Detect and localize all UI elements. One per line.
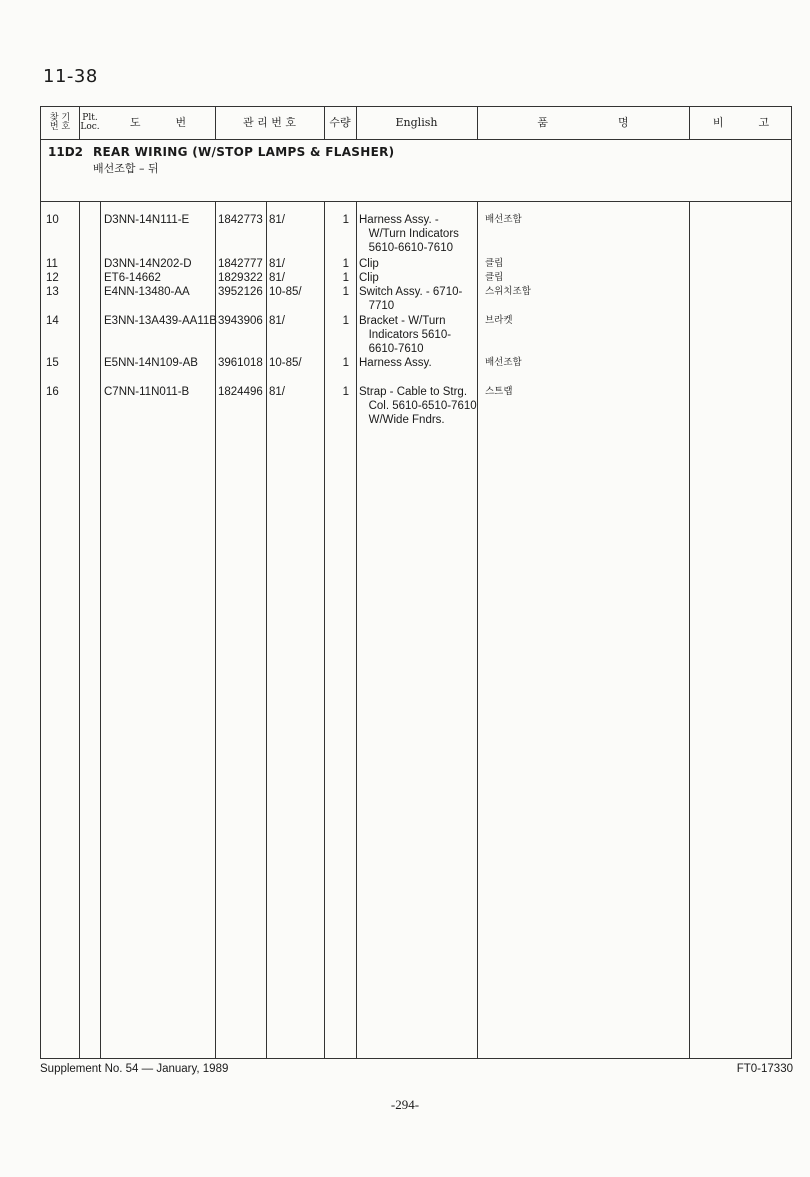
korean-name: 스위치조합: [485, 286, 531, 297]
management-number: 1829322: [218, 272, 263, 284]
header-english: English: [395, 116, 438, 130]
section-rule: [41, 201, 791, 202]
col-divider: [100, 201, 101, 1058]
header-part-no: 도 번: [129, 116, 187, 130]
quantity: 1: [342, 315, 349, 327]
english-description: Switch Assy. - 6710- 7710: [359, 286, 463, 312]
quantity: 1: [342, 286, 349, 298]
korean-name: 브라켓: [485, 315, 513, 326]
ref-number: 15: [46, 357, 59, 369]
model-code: 81/: [269, 214, 285, 226]
korean-name: 클립: [485, 258, 504, 269]
management-number: 1824496: [218, 386, 263, 398]
ref-number: 10: [46, 214, 59, 226]
section-code: 11D2: [48, 145, 84, 159]
header-korean-name: 품 명: [537, 116, 629, 130]
quantity: 1: [342, 272, 349, 284]
english-description: Clip: [359, 272, 379, 284]
quantity: 1: [342, 214, 349, 226]
korean-name: 클립: [485, 272, 504, 283]
col-divider: [689, 201, 690, 1058]
model-code: 81/: [269, 258, 285, 270]
col-divider: [324, 201, 325, 1058]
management-number: 3943906: [218, 315, 263, 327]
page-number: -294-: [390, 1097, 420, 1112]
col-divider: [79, 201, 80, 1058]
quantity: 1: [342, 386, 349, 398]
model-code: 81/: [269, 386, 285, 398]
english-description: Bracket - W/Turn Indicators 5610- 6610-7610: [359, 315, 452, 355]
management-number: 1842773: [218, 214, 263, 226]
header-plt-loc: Plt. Loc.: [80, 112, 100, 132]
ref-number: 12: [46, 272, 59, 284]
part-number: D3NN-14N202-D: [104, 258, 192, 270]
ref-number: 16: [46, 386, 59, 398]
part-number: ET6-14662: [104, 272, 161, 284]
section-subtitle: 배선조합 – 뒤: [93, 162, 159, 175]
part-number: E5NN-14N109-AB: [104, 357, 198, 369]
english-description: Strap - Cable to Strg. Col. 5610-6510-7610 W/Wide Fndrs.: [359, 386, 477, 426]
ref-number: 11: [46, 258, 58, 270]
col-divider: [266, 201, 267, 1058]
part-number: E3NN-13A439-AA11B: [104, 315, 217, 327]
header-qty: 수량: [329, 116, 351, 130]
supplement-note: Supplement No. 54 — January, 1989: [40, 1063, 229, 1075]
korean-name: 배선조합: [485, 214, 522, 225]
ref-number: 13: [46, 286, 59, 298]
parts-table: [40, 106, 792, 1059]
english-description: Harness Assy.: [359, 357, 432, 369]
part-number: E4NN-13480-AA: [104, 286, 190, 298]
page-reference: 11-38: [43, 66, 98, 87]
quantity: 1: [342, 357, 349, 369]
korean-name: 배선조합: [485, 357, 522, 368]
part-number: C7NN-11N011-B: [104, 386, 190, 398]
col-divider: [215, 201, 216, 1058]
korean-name: 스트랩: [485, 386, 513, 397]
management-number: 3961018: [218, 357, 263, 369]
col-divider: [356, 201, 357, 1058]
header-mgmt-no: 관 리 번 호: [243, 116, 296, 130]
header-ref-no: 찾 기 번 호: [49, 112, 71, 132]
header-remarks: 비 고: [712, 116, 770, 130]
management-number: 3952126: [218, 286, 263, 298]
col-divider: [477, 201, 478, 1058]
quantity: 1: [342, 258, 349, 270]
english-description: Harness Assy. - W/Turn Indicators 5610-6610-7610: [359, 214, 459, 254]
model-code: 81/: [269, 315, 285, 327]
form-number: FT0-17330: [736, 1063, 793, 1075]
model-code: 81/: [269, 272, 285, 284]
model-code: 10-85/: [269, 357, 302, 369]
section-title: REAR WIRING (W/STOP LAMPS & FLASHER): [93, 145, 395, 159]
header-rule: [41, 139, 791, 140]
management-number: 1842777: [218, 258, 263, 270]
model-code: 10-85/: [269, 286, 302, 298]
english-description: Clip: [359, 258, 379, 270]
part-number: D3NN-14N111-E: [104, 214, 190, 226]
ref-number: 14: [46, 315, 59, 327]
